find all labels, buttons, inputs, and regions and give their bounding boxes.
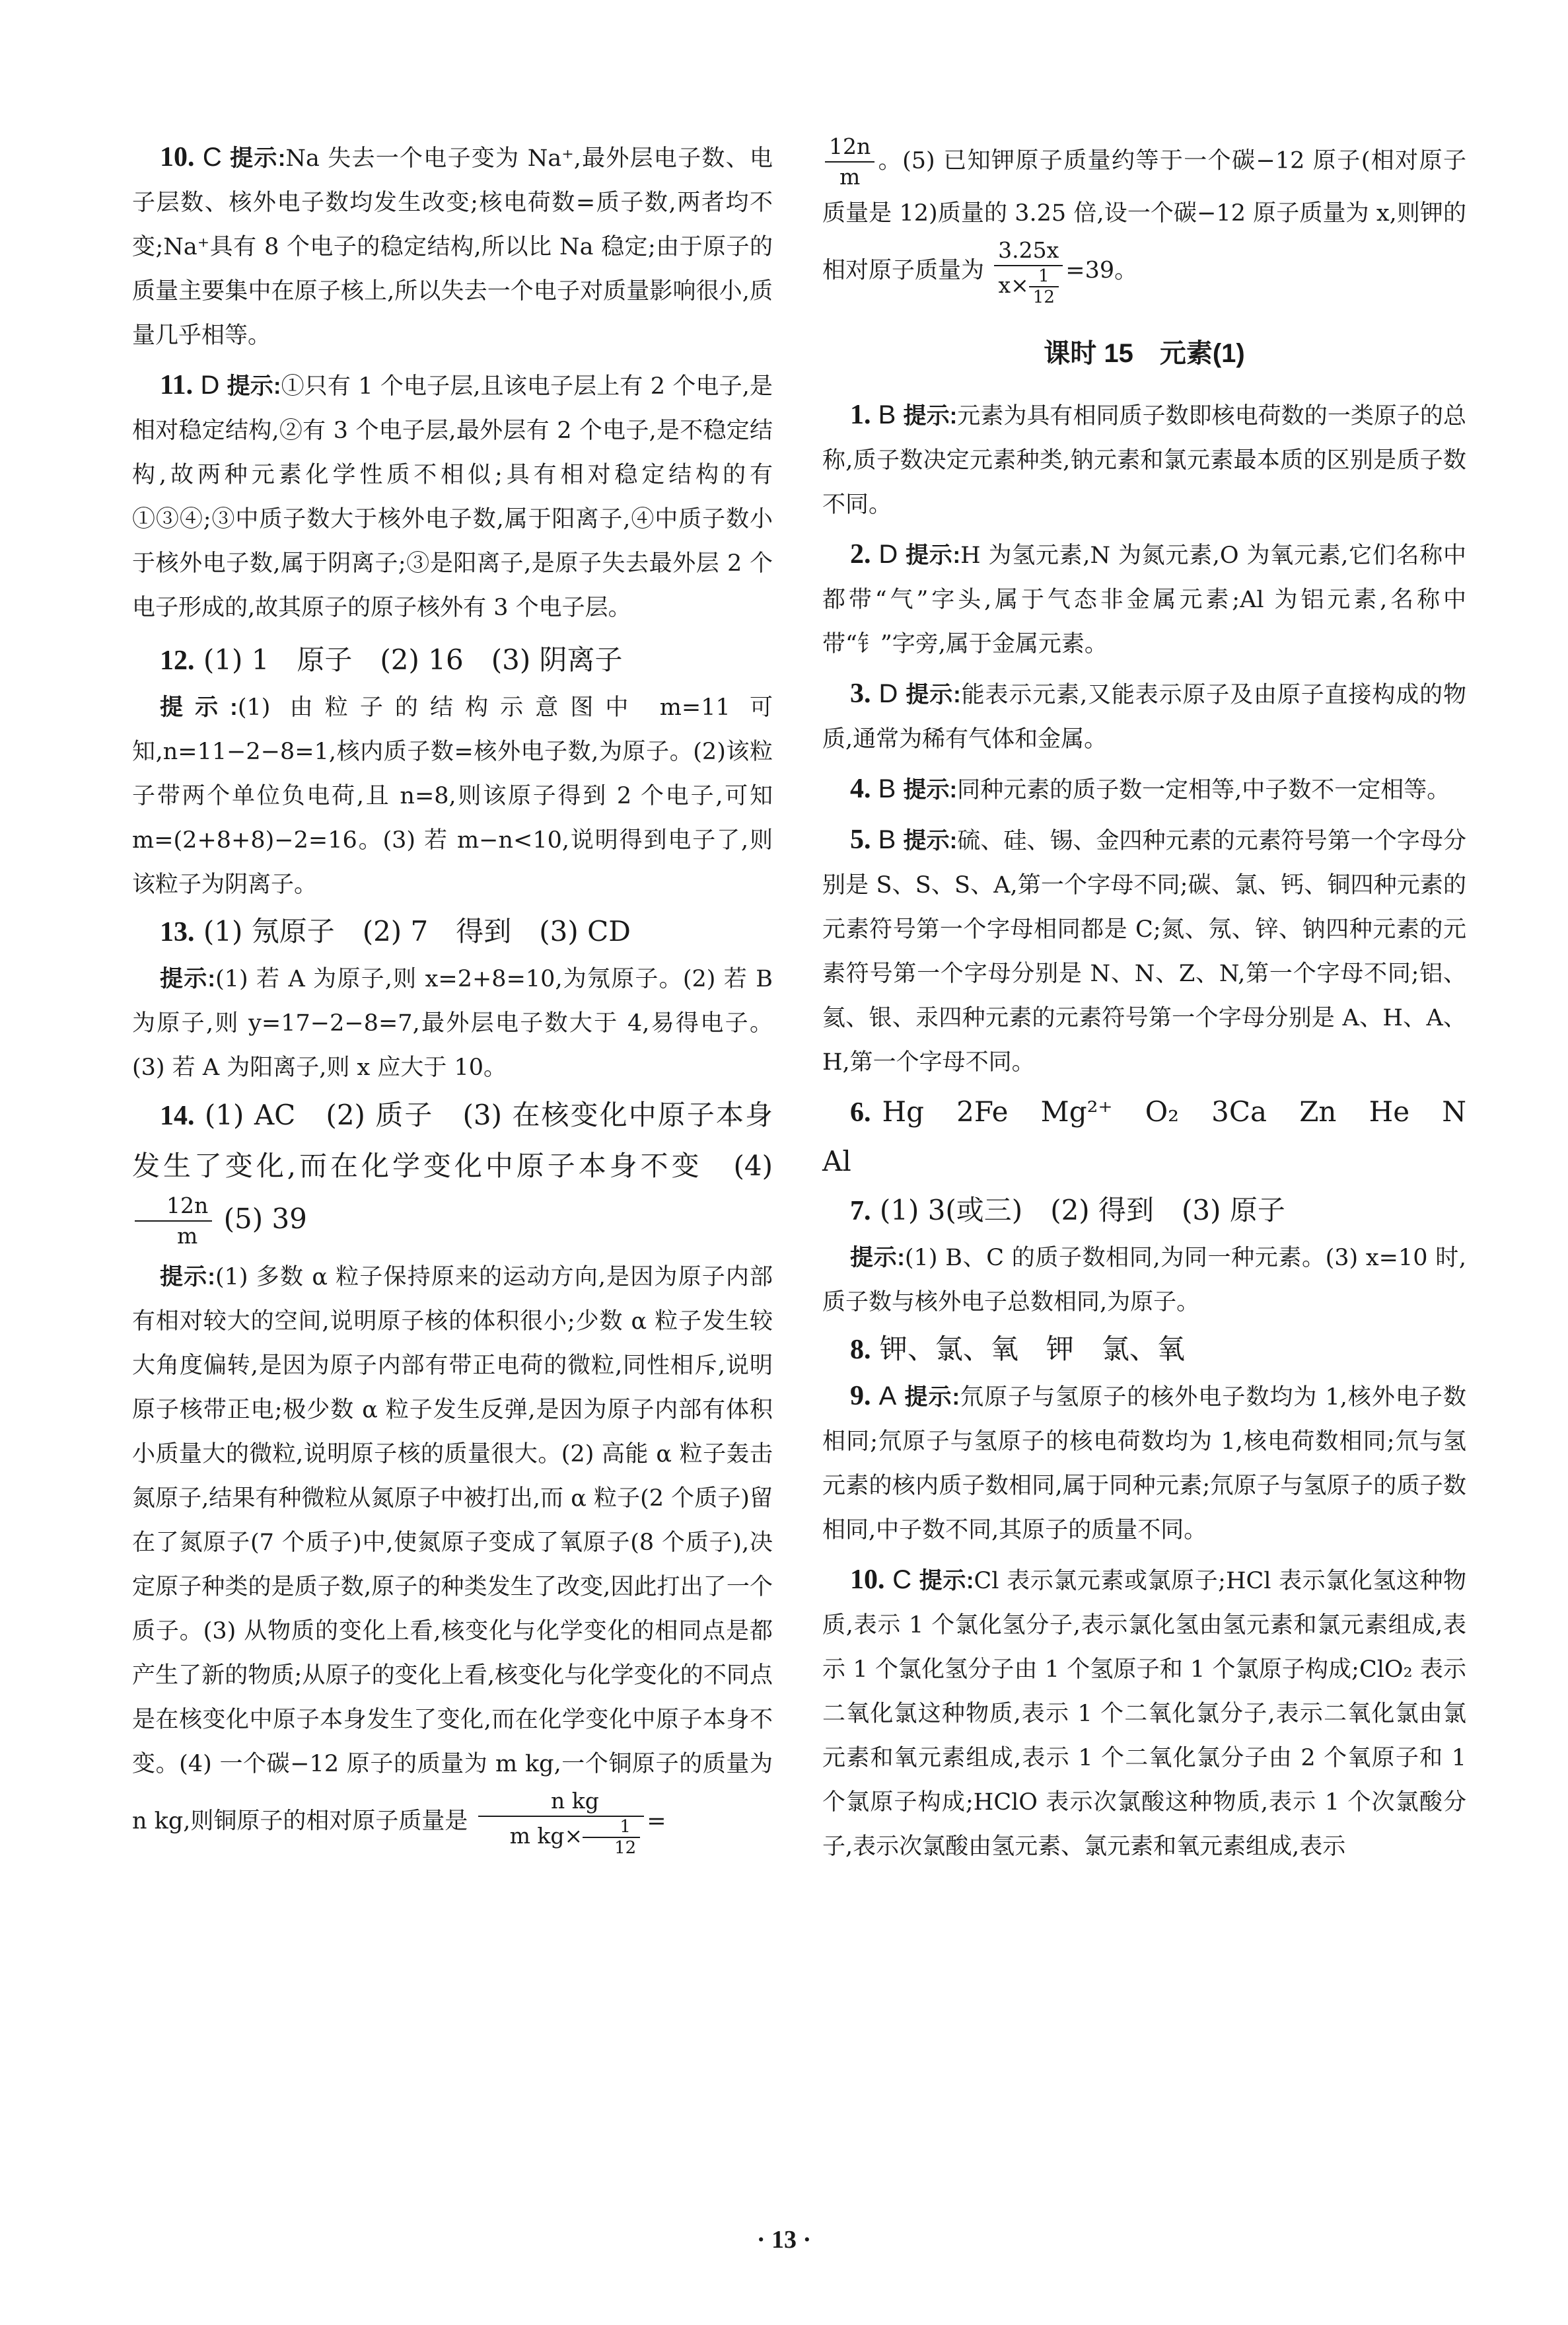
r4-tip: 同种元素的质子数一定相等,中子数不一定相等。: [957, 777, 1450, 803]
q11: [132, 363, 773, 630]
r4-answer: B: [878, 774, 896, 803]
q14-number: 14.: [160, 1101, 195, 1131]
r7-tip-text: (1) B、C 的质子数相同,为同一种元素。(3) x=10 时,质子数与核外电子总数相同,为原子。: [822, 1245, 1466, 1315]
r7-tip: 提示:(1) B、C 的质子数相同,为同一种元素。(3) x=10 时,质子数与核外电子总数相同,为原子。: [822, 1245, 1466, 1315]
right-column: [822, 132, 1495, 1869]
r8-answer: 钾、氯、氧 钾 氯、氧: [879, 1333, 1185, 1365]
r5: 5. B 提示:硫、硅、锡、金四种元素的元素符号第一个字母分别是 S、S、S、A,第一个字母不同;碳、氯、钙、铜四种元素的元素符号第一个字母相同都是 C;氮、氖、锌、钠四种元素的元素符号第一个字母分别是 N、N、Z、N,第一个字母不同;铝、氦、银、汞四种元素的元素符号第一个字母分别是 A、H、A、H,第一个字母不同。: [822, 825, 1466, 1076]
q14-continuation: $\frac{12n}{m}$ 。(5) 已知钾原子质量约等于一个碳−12 原子(相对原子质量是 12)质量的 3.25 倍,设一个碳−12 原子质量为 x,则钾的相对原子质量为 3.25x x× $\frac{1}{12}$ =39。: [822, 133, 1466, 307]
r10-answer: C: [892, 1565, 912, 1594]
q12-answer-line: [132, 636, 773, 685]
q14-tip-text: (1) 多数 α 粒子保持原来的运动方向,是因为原子内部有相对较大的空间,说明原子核的体积很小;少数 α 粒子发生较大角度偏转,是因为原子内部有带正电荷的微粒,同性相斥,说明原子核带正电;极少数 α 粒子发生反弹,是因为原子内部有体积小质量大的微粒,说明原子核的质量很大。(2) 高能 α 粒子轰击氮原子,结果有种微粒从氮原子中被打出,而 α 粒子(2 个质子)留在了氮原子(7 个质子)中,使氮原子变成了氧原子(8 个质子),决定原子种类的是质子数,原子的种类发生了改变,因此打出了一个质子。(3) 从物质的变化上看,核变化与化学变化的相同点是都产生了新的物质;从原子的变化上看,核变化与化学变化的不同点是在核变化中原子本身发生了变化,而在化学变化中原子本身不变。(4) 一个碳−12 原子的质量为 m kg,一个铜原子的质量为 n kg,则铜原子的相对原子质量是: [132, 1264, 773, 1835]
q14-fraction: $\frac{12n}{m}$: [135, 1191, 212, 1251]
q11-tip: ①只有 1 个电子层,且该电子层上有 2 个电子,是相对稳定结构,②有 3 个电子层,最外层有 2 个电子,是不稳定结构,故两种元素化学性质不相似;具有相对稳定结构的有①③④;③中质子数大于核外电子数,属于阳离子,④中质子数小于核外电子数,属于阴离子;③是阳离子,是原子失去最外层 2 个电子形成的,故其原子的原子核外有 3 个电子层。: [132, 373, 773, 621]
q14-tip-label: 提示:: [160, 1264, 215, 1290]
r5-tip: 硫、硅、锡、金四种元素的元素符号第一个字母分别是 S、S、S、A,第一个字母不同;碳、氯、钙、铜四种元素的元素符号第一个字母相同都是 C;氮、氖、锌、钠四种元素的元素符号第一个字母分别是 N、N、Z、N,第一个字母不同;铝、氦、银、汞四种元素的元素符号第一个字母分别是 A、H、A、H,第一个字母不同。: [822, 828, 1466, 1076]
q14-answer: (1) AC (2) 质子 (3) 在核变化中原子本身发生了变化,而在化学变化中原子本身不变 (4): [132, 1099, 773, 1182]
r10-tip: Cl 表示氯元素或氯原子;HCl 表示氯化氢这种物质,表示 1 个氯化氢分子,表示氯化氢由氢元素和氯元素组成,表示 1 个氯化氢分子由 1 个氢原子和 1 个氯原子构成;ClO₂ 表示二氧化氯这种物质,表示 1 个二氧化氯分子,表示二氧化氯由氯元素和氧元素组成,表示 1 个二氧化氯分子由 2 个氧原子和 1 个氯原子构成;HClO 表示次氯酸这种物质,表示 1 个次氯酸分子,表示次氯酸由氢元素、氯元素和氧元素组成,表示: [822, 1568, 1466, 1860]
r3-answer: D: [878, 679, 898, 708]
q13-answer-line: [132, 907, 773, 957]
r4: 4. B 提示:同种元素的质子数一定相等,中子数不一定相等。: [850, 774, 1450, 804]
q10-tip: Na 失去一个电子变为 Na⁺,最外层电子数、电子层数、核外电子数均发生改变;核电荷数=质子数,两者均不变;Na⁺具有 8 个电子的稳定结构,所以比 Na 稳定;由于原子的质量主要集中在原子核上,所以失去一个电子对质量影响很小,质量几乎相等。: [132, 145, 773, 349]
q12-number: 12.: [160, 646, 195, 676]
q10: [132, 135, 773, 358]
left-column: [132, 135, 773, 1858]
r9-tip: 氘原子与氢原子的核外电子数均为 1,核外电子数相同;氘原子与氢原子的核电荷数均为 1,核电荷数相同;氘与氢元素的核内质子数相同,属于同种元素;氘原子与氢原子的质子数相同,中子数不同,其原子的质量不同。: [822, 1384, 1466, 1543]
q12-tip-text: (1) 由粒子的结构示意图中 m=11 可知,n=11−2−8=1,核内质子数=核外电子数,为原子。(2)该粒子带两个单位负电荷,且 n=8,则该原子得到 2 个电子,可知 m=(2+8+8)−2=16。(3) 若 m−n<10,说明得到电子了,则该粒子为阴离子。: [132, 694, 773, 898]
r9-answer: A: [878, 1382, 897, 1411]
q11-tip-label: 提示:: [227, 373, 281, 399]
r9: 9. A 提示:氘原子与氢原子的核外电子数均为 1,核外电子数相同;氘原子与氢原子的核电荷数均为 1,核电荷数相同;氘与氢元素的核内质子数相同,属于同种元素;氘原子与氢原子的质子数相同,中子数不同,其原子的质量不同。: [822, 1381, 1466, 1543]
q10-number: 10.: [160, 142, 195, 172]
r1: 1. B 提示:元素为具有相同质子数即核电荷数的一类原子的总称,质子数决定元素种类,钠元素和氯元素最本质的区别是质子数不同。: [822, 400, 1466, 518]
r3-tip: 能表示元素,又能表示原子及由原子直接构成的物质,通常为稀有气体和金属。: [822, 682, 1466, 753]
r6: 6. Hg 2Fe Mg²⁺ O₂ 3Ca Zn He N Al: [822, 1095, 1495, 1177]
q13-answer: (1) 氖原子 (2) 7 得到 (3) CD: [203, 915, 631, 947]
q12-tip-label: 提示:: [160, 694, 238, 720]
q11-answer: D: [200, 371, 220, 400]
section-title: 课时 15 元素(1): [1044, 339, 1245, 368]
r7-answer: (1) 3(或三) (2) 得到 (3) 原子: [879, 1194, 1285, 1226]
q10-answer: C: [202, 143, 222, 172]
q12-answer: (1) 1 原子 (2) 16 (3) 阴离子: [203, 644, 623, 676]
q13-tip-label: 提示:: [160, 966, 216, 992]
q12-tip: [132, 685, 773, 907]
q13-number: 13.: [160, 917, 195, 947]
r2-tip: H 为氢元素,N 为氮元素,O 为氧元素,它们名称中都带“气”字头,属于气态非金属元素;Al 为铝元素,名称中带“钅”字旁,属于金属元素。: [822, 542, 1466, 657]
q14-answer-line: [132, 1090, 773, 1251]
r1-answer: B: [878, 400, 896, 429]
q14-continuation-text: 。(5) 已知钾原子质量约等于一个碳−12 原子(相对原子质量是 12)质量的 3.25 倍,设一个碳−12 原子质量为 x,则钾的相对原子质量为: [822, 147, 1466, 284]
r3: 3. D 提示:能表示元素,又能表示原子及由原子直接构成的物质,通常为稀有气体和金属。: [822, 679, 1466, 753]
r7-answer-line: 7. (1) 3(或三) (2) 得到 (3) 原子: [850, 1194, 1285, 1226]
q14-top-fraction: $\frac{12n}{m}$: [825, 132, 874, 192]
r2: 2. D 提示:H 为氢元素,N 为氮元素,O 为氧元素,它们名称中都带“气”字头,属于气态非金属元素;Al 为铝元素,名称中带“钅”字旁,属于金属元素。: [822, 539, 1466, 657]
r6-answer: Hg 2Fe Mg²⁺ O₂ 3Ca Zn He N Al: [822, 1095, 1495, 1177]
q13-tip: [132, 957, 773, 1090]
q13-tip-text: (1) 若 A 为原子,则 x=2+8=10,为氖原子。(2) 若 B 为原子,则 y=17−2−8=7,最外层电子数大于 4,易得电子。(3) 若 A 为阳离子,则 x 应大于 10。: [132, 966, 773, 1081]
r8: 8. 钾、氯、氧 钾 氯、氧: [850, 1333, 1185, 1365]
q14-answer-end: (5) 39: [223, 1202, 307, 1235]
r1-tip: 元素为具有相同质子数即核电荷数的一类原子的总称,质子数决定元素种类,钠元素和氯元素最本质的区别是质子数不同。: [822, 403, 1466, 518]
r2-answer: D: [878, 540, 898, 569]
q10-tip-label: 提示:: [230, 145, 286, 171]
q14-mass-fraction: n kg m kg× $\frac{1}{12}$: [478, 1787, 645, 1858]
q14-tip: 提示:(1) 多数 α 粒子保持原来的运动方向,是因为原子内部有相对较大的空间,说明原子核的体积很小;少数 α 粒子发生较大角度偏转,是因为原子内部有带正电荷的微粒,同性相斥,说明原子核带正电;极少数 α 粒子发生反弹,是因为原子内部有体积小质量大的微粒,说明原子核的质量很大。(2) 高能 α 粒子轰击氮原子,结果有种微粒从氮原子中被打出,而 α 粒子(2 个质子)留在了氮原子(7 个质子)中,使氮原子变成了氧原子(8 个质子),决定原子种类的是质子数,原子的种类发生了改变,因此打出了一个质子。(3) 从物质的变化上看,核变化与化学变化的相同点是都产生了新的物质;从原子的变化上看,核变化与化学变化的不同点是在核变化中原子本身发生了变化,而在化学变化中原子本身不变。(4) 一个碳−12 原子的质量为 m kg,一个铜原子的质量为 n kg,则铜原子的相对原子质量是 n kg m kg× $\frac{1}{12}$ =: [132, 1264, 773, 1858]
r10: 10. C 提示:Cl 表示氯元素或氯原子;HCl 表示氯化氢这种物质,表示 1 个氯化氢分子,表示氯化氢由氢元素和氯元素组成,表示 1 个氯化氢分子由 1 个氢原子和 1 个氯原子构成;ClO₂ 表示二氧化氯这种物质,表示 1 个二氧化氯分子,表示二氧化氯由氯元素和氧元素组成,表示 1 个二氧化氯分子由 2 个氧原子和 1 个氯原子构成;HClO 表示次氯酸这种物质,表示 1 个次氯酸分子,表示次氯酸由氢元素、氯元素和氧元素组成,表示: [822, 1565, 1466, 1860]
r5-answer: B: [878, 825, 896, 854]
potassium-mass-fraction: 3.25x x× $\frac{1}{12}$: [994, 236, 1063, 307]
page-number: · 13 ·: [756, 2226, 812, 2254]
q11-number: 11.: [160, 370, 194, 400]
